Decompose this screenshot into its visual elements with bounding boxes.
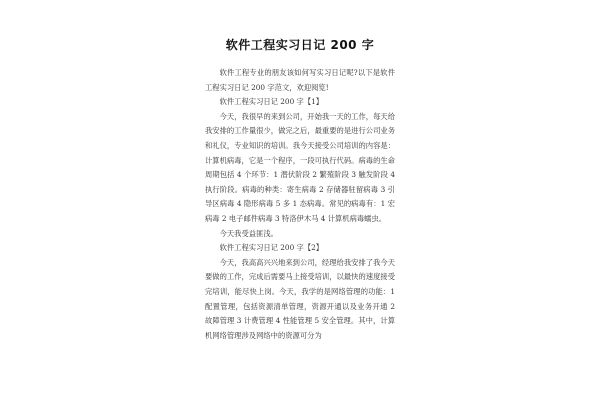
section-heading-2: 软件工程实习日记 200 字【2】 — [219, 243, 324, 253]
diary-paragraph-1: 今天，我很早的来到公司，开始我一天的工作，每天给我安排的工作量很少，做完之后，最重要的是进行公司业务和礼仪，专业知识的培训。我今天接受公司培训的内容是：计算机病毒，它是一个程序，一段可执行代码。病毒的生命周期包括 4 个环节：1 潜伏阶段 2 繁殖阶段 3 触发阶段 4 执行阶段。病毒的种类：寄生病毒 2 存储器驻留病毒 3 引导区病毒 4 隐形病毒 5 多 1 态病毒。常见的病毒有：1 宏病毒 2 电子邮件病毒 3 特洛伊木马 4 计算机病毒蠕虫。 — [205, 111, 395, 223]
document-body — [205, 66, 395, 343]
document-title: 软件工程实习日记 200 字 — [225, 38, 375, 52]
diary-paragraph-1-conclusion: 今天我受益匪浅。 — [219, 228, 278, 238]
section-heading-1: 软件工程实习日记 200 字【1】 — [219, 97, 324, 107]
diary-paragraph-2: 今天，我高高兴兴地来到公司，经理给我安排了我今天要做的工作，完成后需要马上接受培训，以最快的速度接受完培训，能尽快上岗。今天，我学的是网络管理的功能：1 配置管理，包括资源清单管理，资源开通以及业务开通 2 故障管理 3 计费管理 4 性能管理 5 安全管理。其中，计算机网络管理涉及网络中的资源可分为 — [205, 257, 395, 340]
intro-paragraph: 软件工程专业的朋友该如何写实习日记呢?以下是软件工程实习日记 200 字范文，欢迎阅览! — [205, 68, 395, 92]
